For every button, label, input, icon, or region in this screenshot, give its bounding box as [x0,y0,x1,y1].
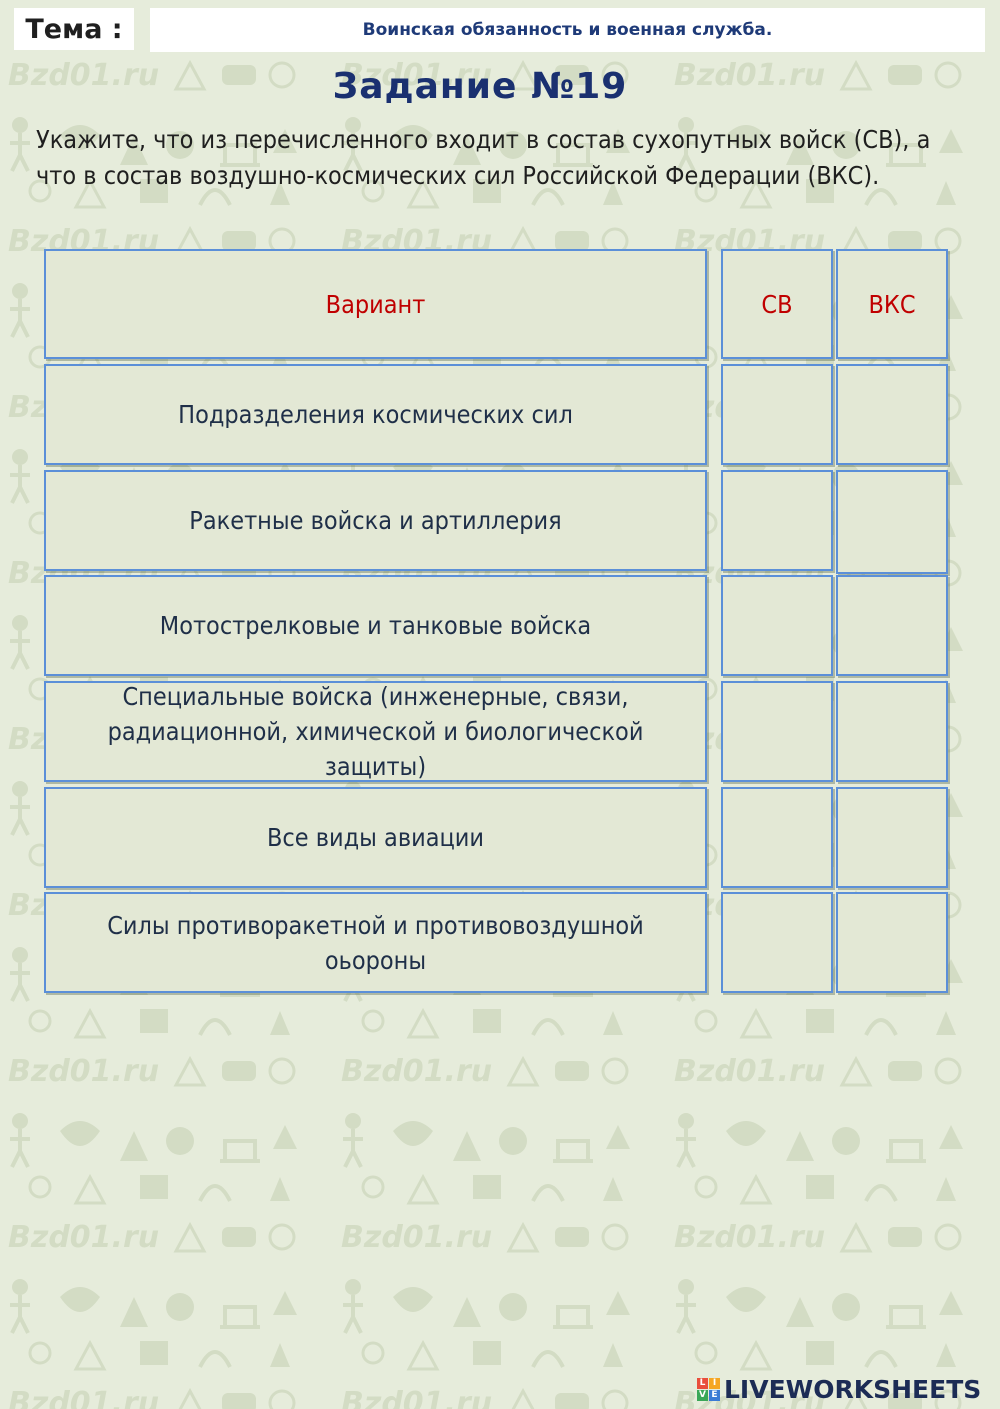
option-special-troops: Специальные войска (инженерные, связи, радиационной, химической и биологической защиты) [44,681,707,782]
column-header-vks: ВКС [836,249,948,359]
answer-cell-vks-5[interactable] [836,787,948,888]
answer-cell-sv-5[interactable] [721,787,833,888]
option-motor-rifle-tank: Мотострелковые и танковые войска [44,575,707,676]
topic-value: Воинская обязанность и военная служба. [150,8,985,52]
liveworksheets-logo[interactable] [697,1374,981,1404]
column-header-sv: СВ [721,249,833,359]
answer-cell-sv-6[interactable] [721,892,833,993]
answer-cell-vks-6[interactable] [836,892,948,993]
answer-cell-sv-1[interactable] [721,364,833,465]
task-instruction: Укажите, что из перечисленного входит в состав сухопутных войск (СВ), а что в состав воздушно-космических сил Российской Федерации (ВКС). [36,125,931,190]
answer-cell-vks-2[interactable] [836,470,948,574]
answer-cell-vks-1[interactable] [836,364,948,465]
topic-label: Тема : [14,8,134,50]
answer-cell-sv-4[interactable] [721,681,833,782]
liveworksheets-brand-text: LIVEWORKSHEETS [724,1374,982,1404]
option-space-forces: Подразделения космических сил [44,364,707,465]
option-missile-artillery: Ракетные войска и артиллерия [44,470,707,571]
answer-cell-vks-4[interactable] [836,681,948,782]
column-header-variant: Вариант [44,249,707,359]
option-all-aviation: Все виды авиации [44,787,707,888]
option-missile-air-defense: Силы противоракетной и противовоздушной оьороны [44,892,707,993]
answer-cell-sv-3[interactable] [721,575,833,676]
liveworksheets-badge-icon: L I V E [697,1378,720,1401]
answer-cell-vks-3[interactable] [836,575,948,676]
answer-cell-sv-2[interactable] [721,470,833,571]
task-title: Задание №19 [332,66,628,107]
